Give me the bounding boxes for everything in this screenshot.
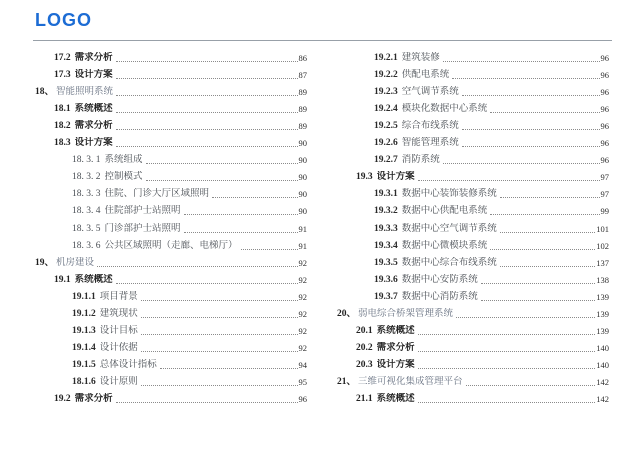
toc-number: 18.3 xyxy=(54,138,71,149)
toc-title: 数据中心供配电系统 xyxy=(401,206,488,217)
toc-title: 总体设计指标 xyxy=(99,359,157,370)
dot-leader xyxy=(141,317,298,318)
toc-page-number: 90 xyxy=(298,206,307,217)
dot-leader xyxy=(141,385,298,386)
toc-page-number: 89 xyxy=(298,87,307,98)
toc-page-number: 142 xyxy=(596,393,609,404)
dot-leader xyxy=(462,146,600,147)
toc-entry xyxy=(35,235,307,252)
toc-title: 设计方案 xyxy=(74,70,113,81)
toc-number: 19.2.5 xyxy=(374,121,398,132)
toc-entry xyxy=(337,166,609,183)
dot-leader xyxy=(490,214,599,215)
toc-number: 17.2 xyxy=(54,53,71,64)
toc-page-number: 96 xyxy=(600,53,609,64)
toc-number: 19.2 xyxy=(54,393,71,404)
dot-leader xyxy=(146,180,298,181)
toc-title: 智能照明系统 xyxy=(56,87,114,98)
dot-leader xyxy=(241,249,298,250)
toc-number: 19.3.5 xyxy=(374,257,398,268)
toc-number: 19.3.7 xyxy=(374,291,398,302)
toc-entry xyxy=(337,320,609,337)
toc-title: 门诊部护士站照明 xyxy=(104,223,181,234)
toc-number: 19.1.4 xyxy=(72,342,96,353)
toc-entry xyxy=(35,252,307,269)
toc-page-number: 101 xyxy=(596,223,609,234)
dot-leader xyxy=(456,317,595,318)
toc-title: 供配电系统 xyxy=(401,70,450,81)
toc-title: 设计方案 xyxy=(376,172,415,183)
toc-column-right xyxy=(337,47,609,405)
toc-entry xyxy=(35,388,307,405)
toc-title: 需求分析 xyxy=(74,53,113,64)
toc-number: 18. 3. 5 xyxy=(72,223,101,234)
toc-number: 19.1.2 xyxy=(72,308,96,319)
toc-number: 18. 3. 3 xyxy=(72,189,101,200)
dot-leader xyxy=(418,368,596,369)
toc-entry xyxy=(337,132,609,149)
toc-title: 住院部护士站照明 xyxy=(104,206,181,217)
toc-title: 建筑现状 xyxy=(99,308,138,319)
dot-leader xyxy=(418,351,596,352)
dot-leader xyxy=(418,334,596,335)
toc-number: 19.3.1 xyxy=(374,189,398,200)
toc-page-number: 142 xyxy=(596,376,609,387)
toc-page-number: 90 xyxy=(298,138,307,149)
dot-leader xyxy=(500,266,595,267)
toc-title: 数据中心空气调节系统 xyxy=(401,223,497,234)
dot-leader xyxy=(116,402,298,403)
toc-page-number: 96 xyxy=(298,393,307,404)
dot-leader xyxy=(481,283,595,284)
dot-leader xyxy=(116,112,298,113)
toc-page-number: 140 xyxy=(596,359,609,370)
toc-title: 系统组成 xyxy=(104,155,143,166)
toc-entry xyxy=(35,64,307,81)
toc-title: 数据中心综合布线系统 xyxy=(401,257,497,268)
toc-entry xyxy=(337,269,609,286)
toc-title: 需求分析 xyxy=(74,393,113,404)
dot-leader xyxy=(116,95,297,96)
toc-page-number: 89 xyxy=(298,104,307,115)
toc-page-number: 96 xyxy=(600,155,609,166)
toc-number: 18. 3. 6 xyxy=(72,240,101,251)
dot-leader xyxy=(141,334,298,335)
toc-title: 消防系统 xyxy=(401,155,440,166)
toc-entry xyxy=(35,98,307,115)
dot-leader xyxy=(452,78,599,79)
toc-page-number: 94 xyxy=(298,359,307,370)
toc-title: 设计目标 xyxy=(99,325,138,336)
dot-leader xyxy=(466,385,596,386)
toc-title: 公共区域照明（走廊、电梯厅） xyxy=(104,240,238,251)
toc-entry xyxy=(35,183,307,200)
toc-number: 18. 3. 1 xyxy=(72,155,101,166)
toc-column-left xyxy=(35,47,307,405)
toc-number: 19.2.3 xyxy=(374,87,398,98)
toc-title: 系统概述 xyxy=(74,274,113,285)
dot-leader xyxy=(97,266,297,267)
toc-entry xyxy=(337,115,609,132)
toc-page-number: 92 xyxy=(298,274,307,285)
toc-page-number: 89 xyxy=(298,121,307,132)
toc-entry xyxy=(35,166,307,183)
toc-entry xyxy=(35,371,307,388)
toc-page-number: 92 xyxy=(298,257,307,268)
toc-entry xyxy=(337,64,609,81)
toc-entry xyxy=(35,320,307,337)
toc-entry xyxy=(337,303,609,320)
toc-entry xyxy=(337,354,609,371)
toc-number: 19.2.6 xyxy=(374,138,398,149)
toc-entry xyxy=(35,286,307,303)
toc-number: 18. 3. 2 xyxy=(72,172,101,183)
toc-number: 17.3 xyxy=(54,70,71,81)
toc-page-number: 96 xyxy=(600,121,609,132)
toc-page-number: 90 xyxy=(298,172,307,183)
toc-title: 空气调节系统 xyxy=(401,87,459,98)
dot-leader xyxy=(481,300,595,301)
toc-page-number: 137 xyxy=(596,257,609,268)
toc-page-number: 90 xyxy=(298,189,307,200)
toc-title: 住院、门诊大厅区域照明 xyxy=(104,189,210,200)
toc-page-number: 139 xyxy=(596,308,609,319)
toc-number: 18、 xyxy=(35,87,55,98)
toc-title: 设计原则 xyxy=(99,376,138,387)
toc-page-number: 92 xyxy=(298,325,307,336)
toc-title: 弱电综合桥架管理系统 xyxy=(358,308,454,319)
toc-number: 18.1.6 xyxy=(72,376,96,387)
toc-page-number: 96 xyxy=(600,104,609,115)
toc-number: 21、 xyxy=(337,376,357,387)
toc-page-number: 92 xyxy=(298,342,307,353)
dot-leader xyxy=(116,283,298,284)
toc-title: 设计方案 xyxy=(376,359,415,370)
dot-leader xyxy=(141,351,298,352)
toc-entry xyxy=(337,81,609,98)
toc-page-number: 86 xyxy=(298,53,307,64)
dot-leader xyxy=(462,95,600,96)
toc-number: 19.1.1 xyxy=(72,291,96,302)
toc-page-number: 139 xyxy=(596,325,609,336)
toc-number: 21.1 xyxy=(356,393,373,404)
dot-leader xyxy=(116,78,298,79)
toc-title: 数据中心消防系统 xyxy=(401,291,478,302)
toc-number: 18. 3. 4 xyxy=(72,206,101,217)
toc-entry xyxy=(337,200,609,217)
toc-entry xyxy=(337,388,609,405)
toc-entry xyxy=(35,81,307,98)
toc-title: 建筑装修 xyxy=(401,53,440,64)
logo: LOGO xyxy=(35,10,92,30)
toc-number: 19、 xyxy=(35,257,55,268)
toc-page-number: 90 xyxy=(298,155,307,166)
toc-title: 项目背景 xyxy=(99,291,138,302)
toc-entry xyxy=(35,47,307,64)
toc-page-number: 97 xyxy=(600,189,609,200)
toc-page-number: 99 xyxy=(600,206,609,217)
toc-title: 系统概述 xyxy=(376,393,415,404)
toc-title: 需求分析 xyxy=(376,342,415,353)
toc-page-number: 95 xyxy=(298,376,307,387)
toc-number: 19.3.6 xyxy=(374,274,398,285)
toc-entry xyxy=(35,303,307,320)
toc-page-number: 91 xyxy=(298,223,307,234)
dot-leader xyxy=(212,197,297,198)
toc-entry xyxy=(35,269,307,286)
toc-page-number: 96 xyxy=(600,70,609,81)
dot-leader xyxy=(443,163,600,164)
toc-entry xyxy=(337,235,609,252)
toc-number: 19.2.7 xyxy=(374,155,398,166)
toc-title: 系统概述 xyxy=(376,325,415,336)
toc-entry xyxy=(337,47,609,64)
dot-leader xyxy=(184,214,298,215)
dot-leader xyxy=(146,163,298,164)
toc-entry xyxy=(35,149,307,166)
toc-page-number: 87 xyxy=(298,70,307,81)
toc-page-number: 92 xyxy=(298,291,307,302)
toc-number: 19.3 xyxy=(356,172,373,183)
toc-entry xyxy=(337,286,609,303)
toc-title: 三维可视化集成管理平台 xyxy=(358,376,463,387)
dot-leader xyxy=(160,368,298,369)
toc-number: 19.2.2 xyxy=(374,70,398,81)
dot-leader xyxy=(184,232,298,233)
dot-leader xyxy=(490,249,595,250)
toc-number: 20.2 xyxy=(356,342,373,353)
toc-title: 需求分析 xyxy=(74,121,113,132)
dot-leader xyxy=(462,129,600,130)
toc-number: 19.2.4 xyxy=(374,104,398,115)
toc-page-number: 138 xyxy=(596,274,609,285)
toc-title: 综合布线系统 xyxy=(401,121,459,132)
dot-leader xyxy=(418,180,600,181)
header-rule xyxy=(33,40,612,41)
toc-number: 19.3.4 xyxy=(374,240,398,251)
toc-title: 系统概述 xyxy=(74,104,113,115)
toc-page-number: 91 xyxy=(298,240,307,251)
dot-leader xyxy=(116,146,298,147)
toc-page-number: 92 xyxy=(298,308,307,319)
toc-entry xyxy=(35,354,307,371)
toc-entry xyxy=(337,371,609,388)
toc-entry xyxy=(337,217,609,234)
dot-leader xyxy=(418,402,596,403)
toc-title: 设计方案 xyxy=(74,138,113,149)
toc-page-number: 102 xyxy=(596,240,609,251)
toc-page-number: 140 xyxy=(596,342,609,353)
toc-number: 18.1 xyxy=(54,104,71,115)
toc-page-number: 96 xyxy=(600,87,609,98)
toc-title: 机房建设 xyxy=(56,257,95,268)
toc-number: 20.3 xyxy=(356,359,373,370)
dot-leader xyxy=(141,300,298,301)
toc-entry xyxy=(337,149,609,166)
toc-title: 数据中心微模块系统 xyxy=(401,240,488,251)
toc-number: 19.2.1 xyxy=(374,53,398,64)
dot-leader xyxy=(443,61,600,62)
toc-page-number: 97 xyxy=(600,172,609,183)
toc-page-number: 139 xyxy=(596,291,609,302)
toc-title: 控制模式 xyxy=(104,172,143,183)
toc-title: 模块化数据中心系统 xyxy=(401,104,488,115)
toc-number: 19.1.5 xyxy=(72,359,96,370)
toc-entry xyxy=(337,337,609,354)
toc-number: 19.1 xyxy=(54,274,71,285)
toc-entry xyxy=(337,252,609,269)
toc-entry xyxy=(35,200,307,217)
toc-title: 设计依据 xyxy=(99,342,138,353)
toc-title: 数据中心安防系统 xyxy=(401,274,478,285)
toc-entry xyxy=(35,115,307,132)
toc-entry xyxy=(35,217,307,234)
dot-leader xyxy=(500,232,595,233)
toc-entry xyxy=(337,98,609,115)
dot-leader xyxy=(500,197,600,198)
toc-title: 数据中心装饰装修系统 xyxy=(401,189,497,200)
dot-leader xyxy=(490,112,599,113)
toc-entry xyxy=(35,337,307,354)
toc-number: 20.1 xyxy=(356,325,373,336)
dot-leader xyxy=(116,61,298,62)
dot-leader xyxy=(116,129,298,130)
toc-title: 智能管理系统 xyxy=(401,138,459,149)
toc-number: 19.1.3 xyxy=(72,325,96,336)
toc-page-number: 96 xyxy=(600,138,609,149)
toc-number: 20、 xyxy=(337,308,357,319)
toc-entry xyxy=(337,183,609,200)
toc-entry xyxy=(35,132,307,149)
toc-number: 19.3.2 xyxy=(374,206,398,217)
toc-number: 19.3.3 xyxy=(374,223,398,234)
toc-number: 18.2 xyxy=(54,121,71,132)
